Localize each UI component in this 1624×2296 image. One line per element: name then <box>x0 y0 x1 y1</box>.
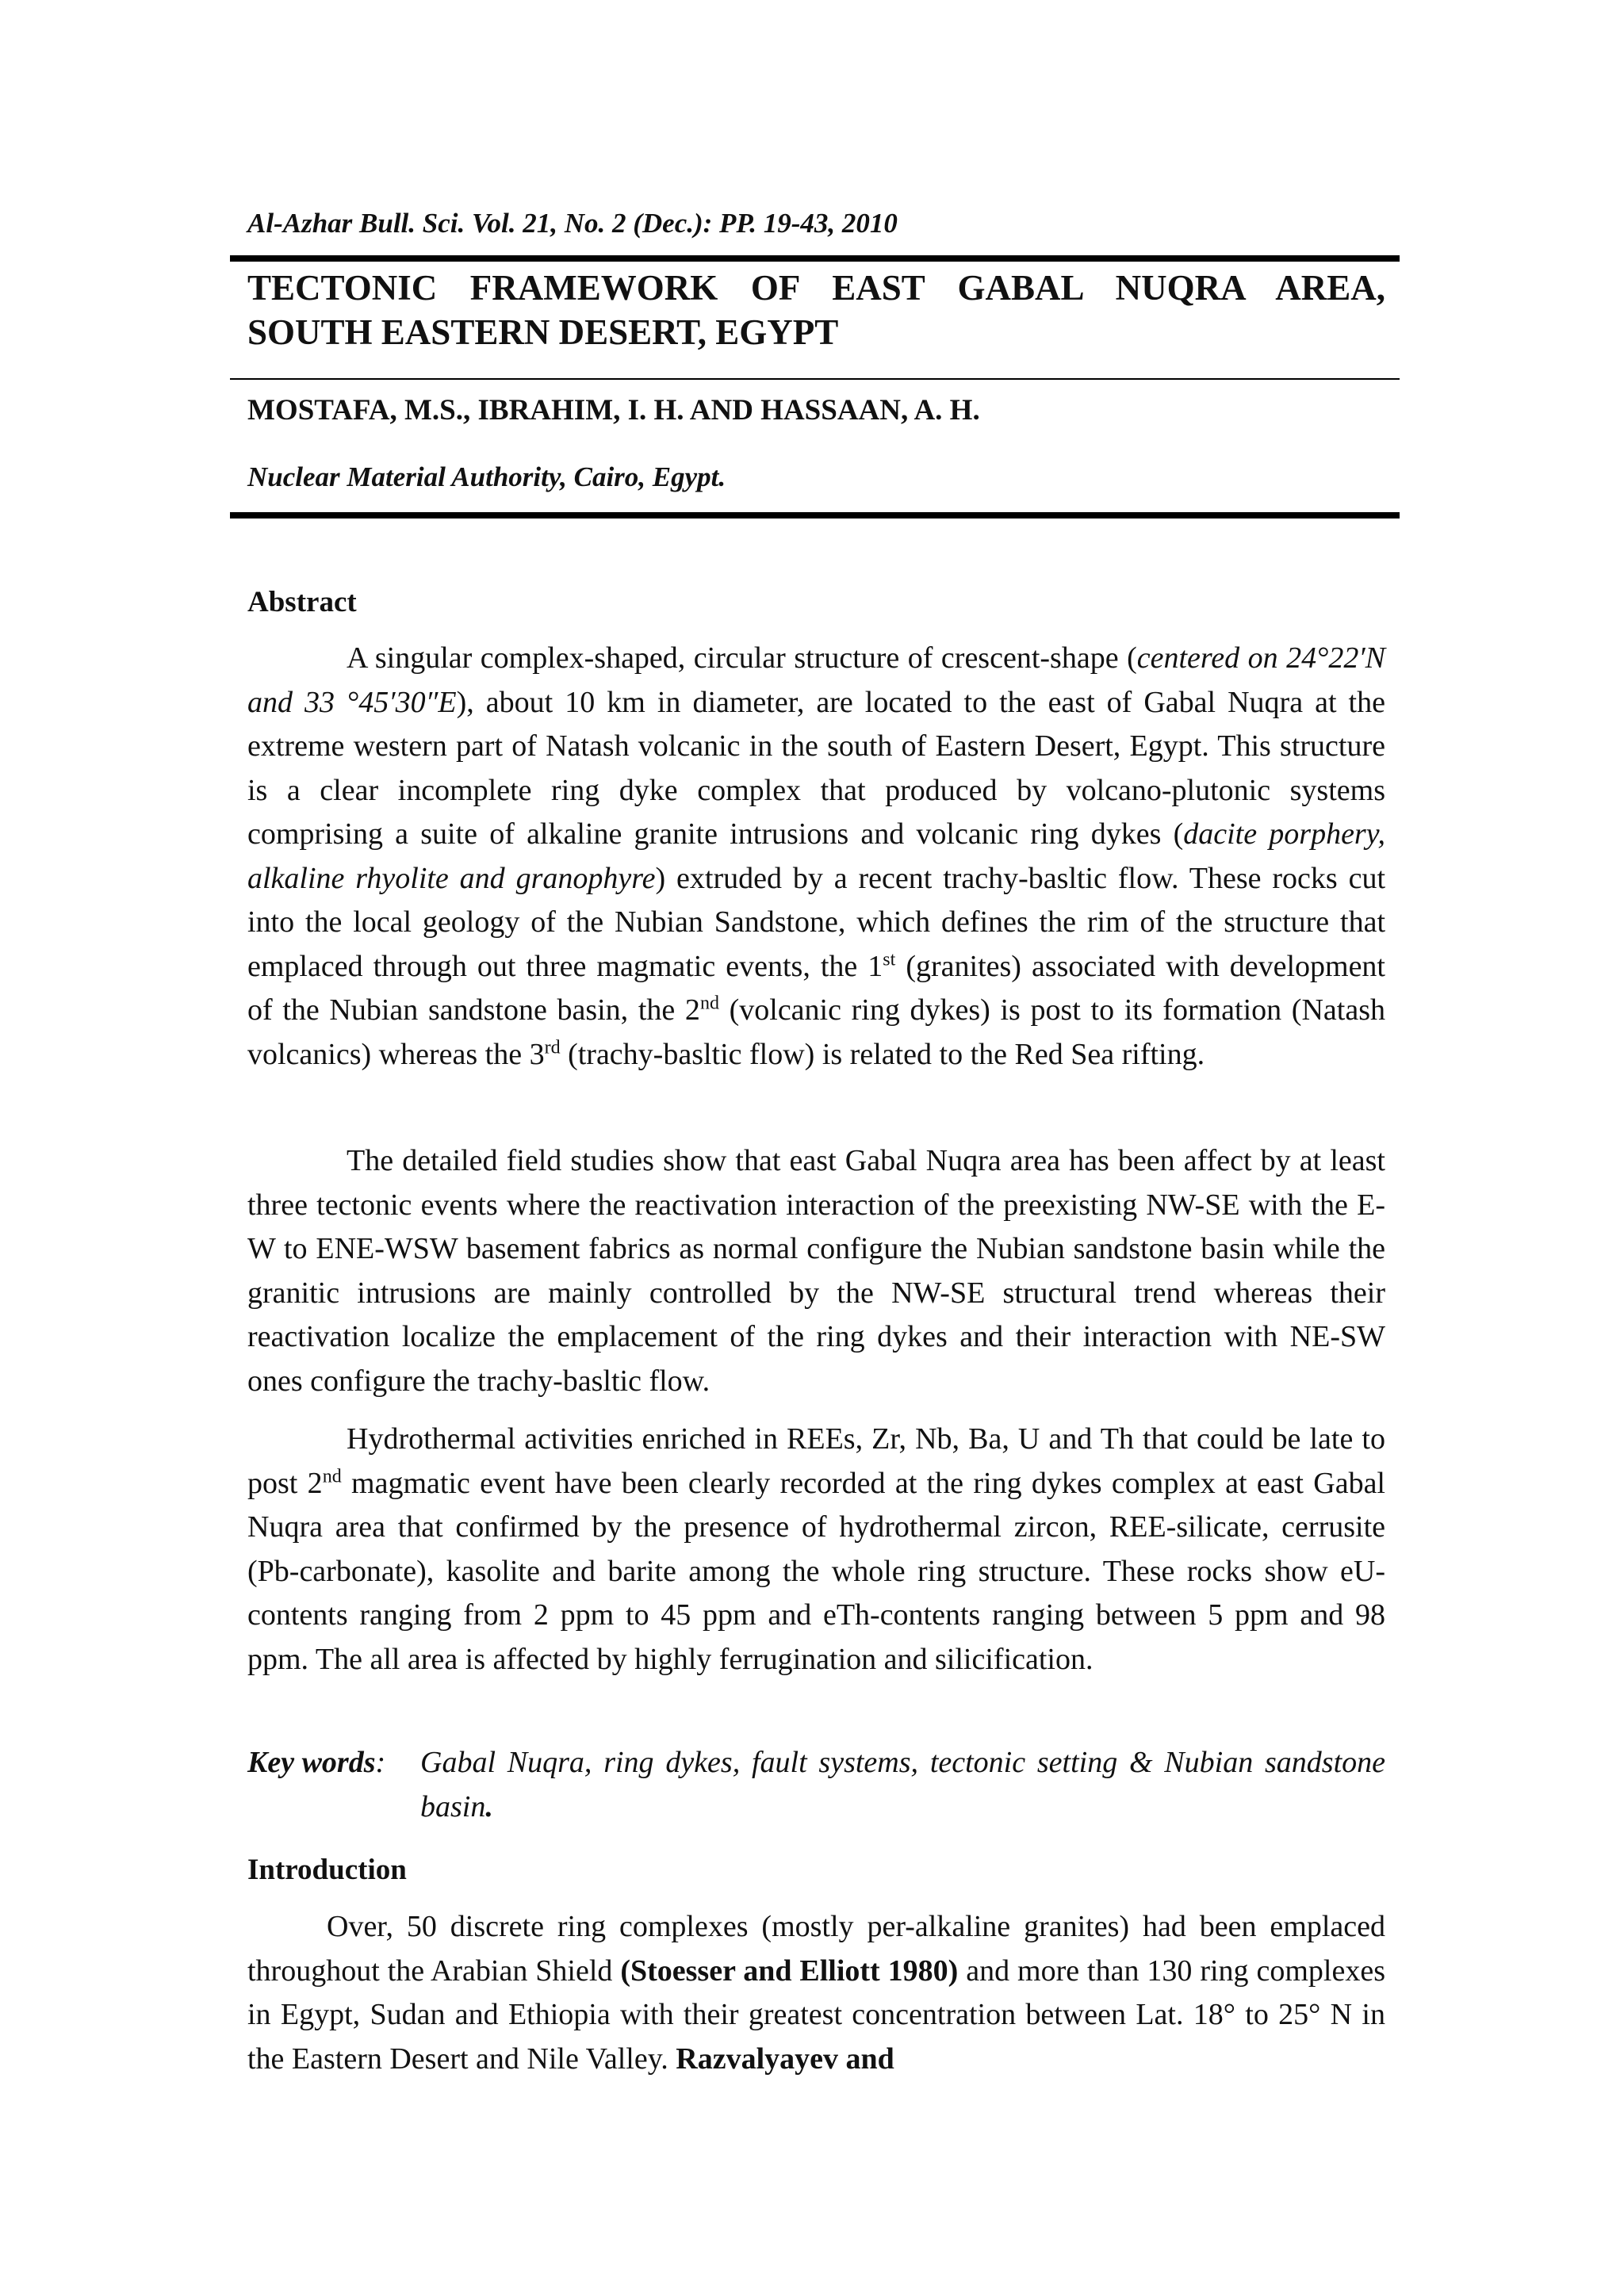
citation-razvalyayev: Razvalyayev and <box>676 2042 894 2076</box>
keywords-label: Key words: <box>247 1746 386 1779</box>
keywords-text: Gabal Nuqra, ring dykes, fault systems, tectonic setting & Nubian sandstone basin. <box>420 1746 1385 1823</box>
paper-title <box>247 266 1385 354</box>
title-line-1: TECTONIC FRAMEWORK OF EAST GABAL NUQRA AREA, <box>247 268 1385 308</box>
abstract-paragraph-3: Hydrothermal activities enriched in REEs, Zr, Nb, Ba, U and Th that could be late to post 2nd magmatic event have been clearly recorded at the ring dykes complex at east Gabal Nuqra area that confirmed by the presence of hydrothermal zircon, REE-silicate, cerrusite (Pb-carbonate), kasolite and barite among the whole ring structure. These rocks show eU-contents ranging from 2 ppm to 45 ppm and eTh-contents ranging between 5 ppm and 98 ppm. The all area is affected by highly ferrugination and silicification. <box>247 1422 1385 1676</box>
introduction-paragraph: Over, 50 discrete ring complexes (mostly per-alkaline granites) had been emplaced throughout the Arabian Shield (Stoesser and Elliott 1980) and more than 130 ring complexes in Egypt, Sudan and Ethiopia with their greatest concentration between Lat. 18° to 25° N in the Eastern Desert and Nile Valley. Razvalyayev and <box>247 1910 1385 2076</box>
location-coordinates: centered on 24°22′N and 33 °45′30″E <box>247 641 1385 719</box>
authors: MOSTAFA, M.S., IBRAHIM, I. H. AND HASSAAN, A. H. <box>247 394 980 427</box>
affiliation: Nuclear Material Authority, Cairo, Egypt. <box>247 461 726 492</box>
keywords <box>247 1741 1385 1829</box>
top-rule <box>230 255 1400 262</box>
header-bottom-rule <box>230 512 1400 519</box>
title-rule <box>230 378 1400 380</box>
rock-types: dacite porphery, alkaline rhyolite and granophyre <box>247 817 1385 895</box>
abstract-paragraph-2: The detailed field studies show that east Gabal Nuqra area has been affect by at least three tectonic events where the reactivation interaction of the preexisting NW-SE with the E-W to ENE-WSW basement fabrics as normal configure the Nubian sandstone basin while the granitic intrusions are mainly controlled by the NW-SE structural trend whereas their reactivation localize the emplacement of the ring dykes and their interaction with NE-SW ones configure the trachy-basltic flow. <box>247 1144 1385 1398</box>
journal-reference: Al-Azhar Bull. Sci. Vol. 21, No. 2 (Dec.): PP. 19-43, 2010 <box>247 208 898 239</box>
abstract-paragraph-1: A singular complex-shaped, circular structure of crescent-shape (centered on 24°22′N and 33 °45′30″E), about 10 km in diameter, are located to the east of Gabal Nuqra at the extreme western part of Natash volcanic in the south of Eastern Desert, Egypt. This structure is a clear incomplete ring dyke complex that produced by volcano-plutonic systems comprising a suite of alkaline granite intrusions and volcanic ring dykes (dacite porphery, alkaline rhyolite and granophyre) extruded by a recent trachy-basltic flow. These rocks cut into the local geology of the Nubian Sandstone, which defines the rim of the structure that emplaced through out three magmatic events, the 1st (granites) associated with development of the Nubian sandstone basin, the 2nd (volcanic ring dykes) is post to its formation (Natash volcanics) whereas the 3rd (trachy-basltic flow) is related to the Red Sea rifting. <box>247 641 1385 1071</box>
citation-stoesser-elliott: (Stoesser and Elliott 1980) <box>620 1954 959 1988</box>
introduction-heading: Introduction <box>247 1854 407 1886</box>
abstract-heading: Abstract <box>247 586 357 618</box>
title-line-2: SOUTH EASTERN DESERT, EGYPT <box>247 312 839 352</box>
